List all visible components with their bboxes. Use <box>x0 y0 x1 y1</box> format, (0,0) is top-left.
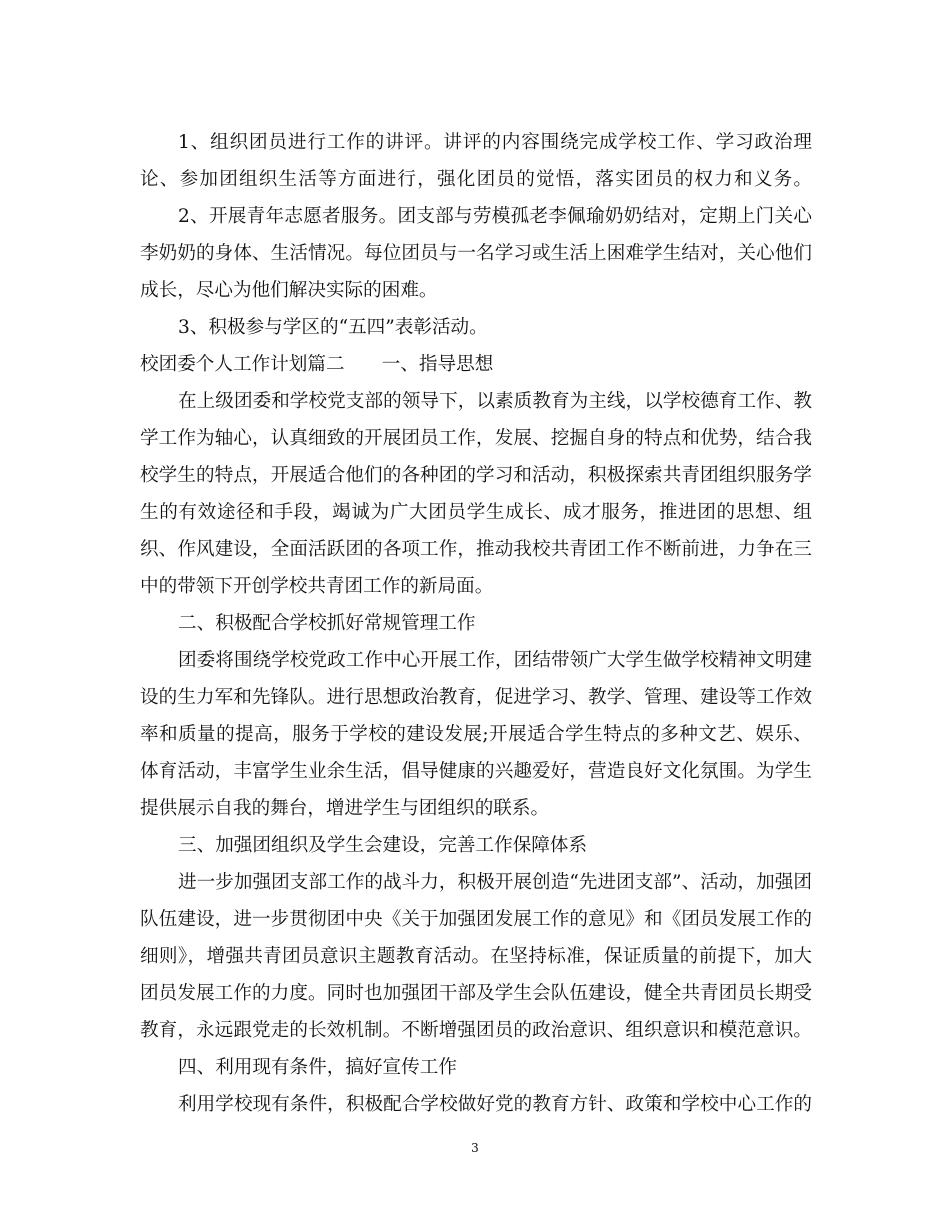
paragraph-line: 提供展示自我的舞台，增进学生与团组织的联系。 <box>140 798 550 819</box>
paragraph-line: 队伍建设，进一步贯彻团中央《关于加强团发展工作的意见》和《团员发展工作的 <box>140 909 812 930</box>
paragraph-line: 生的有效途径和手段，竭诚为广大团员学生成长、成才服务，推进团的思想、组 <box>140 502 812 523</box>
paragraph-line: 3、积极参与学区的“五四”表彰活动。 <box>178 317 488 338</box>
paragraph-line: 校学生的特点，开展适合他们的各种团的学习和活动，积极探索共青团组织服务学 <box>140 465 812 486</box>
paragraph-line: 在上级团委和学校党支部的领导下，以素质教育为主线，以学校德育工作、教 <box>178 391 812 412</box>
paragraph-line: 教育，永远跟党走的长效机制。不断增强团员的政治意识、组织意识和模范意识。 <box>140 1020 812 1041</box>
paragraph-line: 进一步加强团支部工作的战斗力，积极开展创造“先进团支部”、活动，加强团 <box>178 872 812 893</box>
paragraph-line: 体育活动，丰富学生业余生活，倡导健康的兴趣爱好，营造良好文化氛围。为学生 <box>140 761 812 782</box>
section-heading: 校团委个人工作计划篇二 一、指导思想 <box>140 354 494 375</box>
paragraph-line: 设的生力军和先锋队。进行思想政治教育，促进学习、教学、管理、建设等工作效 <box>140 687 812 708</box>
paragraph-line: 细则》，增强共青团员意识主题教育活动。在坚持标准，保证质量的前提下，加大 <box>140 946 812 967</box>
paragraph-line: 2、开展青年志愿者服务。团支部与劳模孤老李佩瑜奶奶结对，定期上门关心 <box>178 206 812 227</box>
section-heading: 四、利用现有条件，搞好宣传工作 <box>178 1057 457 1078</box>
paragraph-line: 成长，尽心为他们解决实际的困难。 <box>140 280 438 301</box>
paragraph-line: 率和质量的提高，服务于学校的建设发展;开展适合学生特点的多种文艺、娱乐、 <box>140 724 812 745</box>
paragraph-line: 利用学校现有条件，积极配合学校做好党的教育方针、政策和学校中心工作的 <box>178 1094 812 1115</box>
paragraph-line: 团委将围绕学校党政工作中心开展工作，团结带领广大学生做学校精神文明建 <box>178 650 812 671</box>
section-heading: 二、积极配合学校抓好常规管理工作 <box>178 613 476 634</box>
paragraph-line: 织、作风建设，全面活跃团的各项工作，推动我校共青团工作不断前进，力争在三 <box>140 539 812 560</box>
paragraph-line: 团员发展工作的力度。同时也加强团干部及学生会队伍建设，健全共青团员长期受 <box>140 983 812 1004</box>
paragraph-line: 中的带领下开创学校共青团工作的新局面。 <box>140 576 494 597</box>
paragraph-line: 学工作为轴心，认真细致的开展团员工作，发展、挖掘自身的特点和优势，结合我 <box>140 428 812 449</box>
paragraph-line: 李奶奶的身体、生活情况。每位团员与一名学习或生活上困难学生结对，关心他们 <box>140 243 812 264</box>
paragraph-line: 1、组织团员进行工作的讲评。讲评的内容围绕完成学校工作、学习政治理 <box>178 132 812 153</box>
section-heading: 三、加强团组织及学生会建设，完善工作保障体系 <box>178 835 588 856</box>
page-number: 3 <box>471 1141 479 1155</box>
paragraph-line: 论、参加团组织生活等方面进行，强化团员的觉悟，落实团员的权力和义务。 <box>140 169 812 190</box>
